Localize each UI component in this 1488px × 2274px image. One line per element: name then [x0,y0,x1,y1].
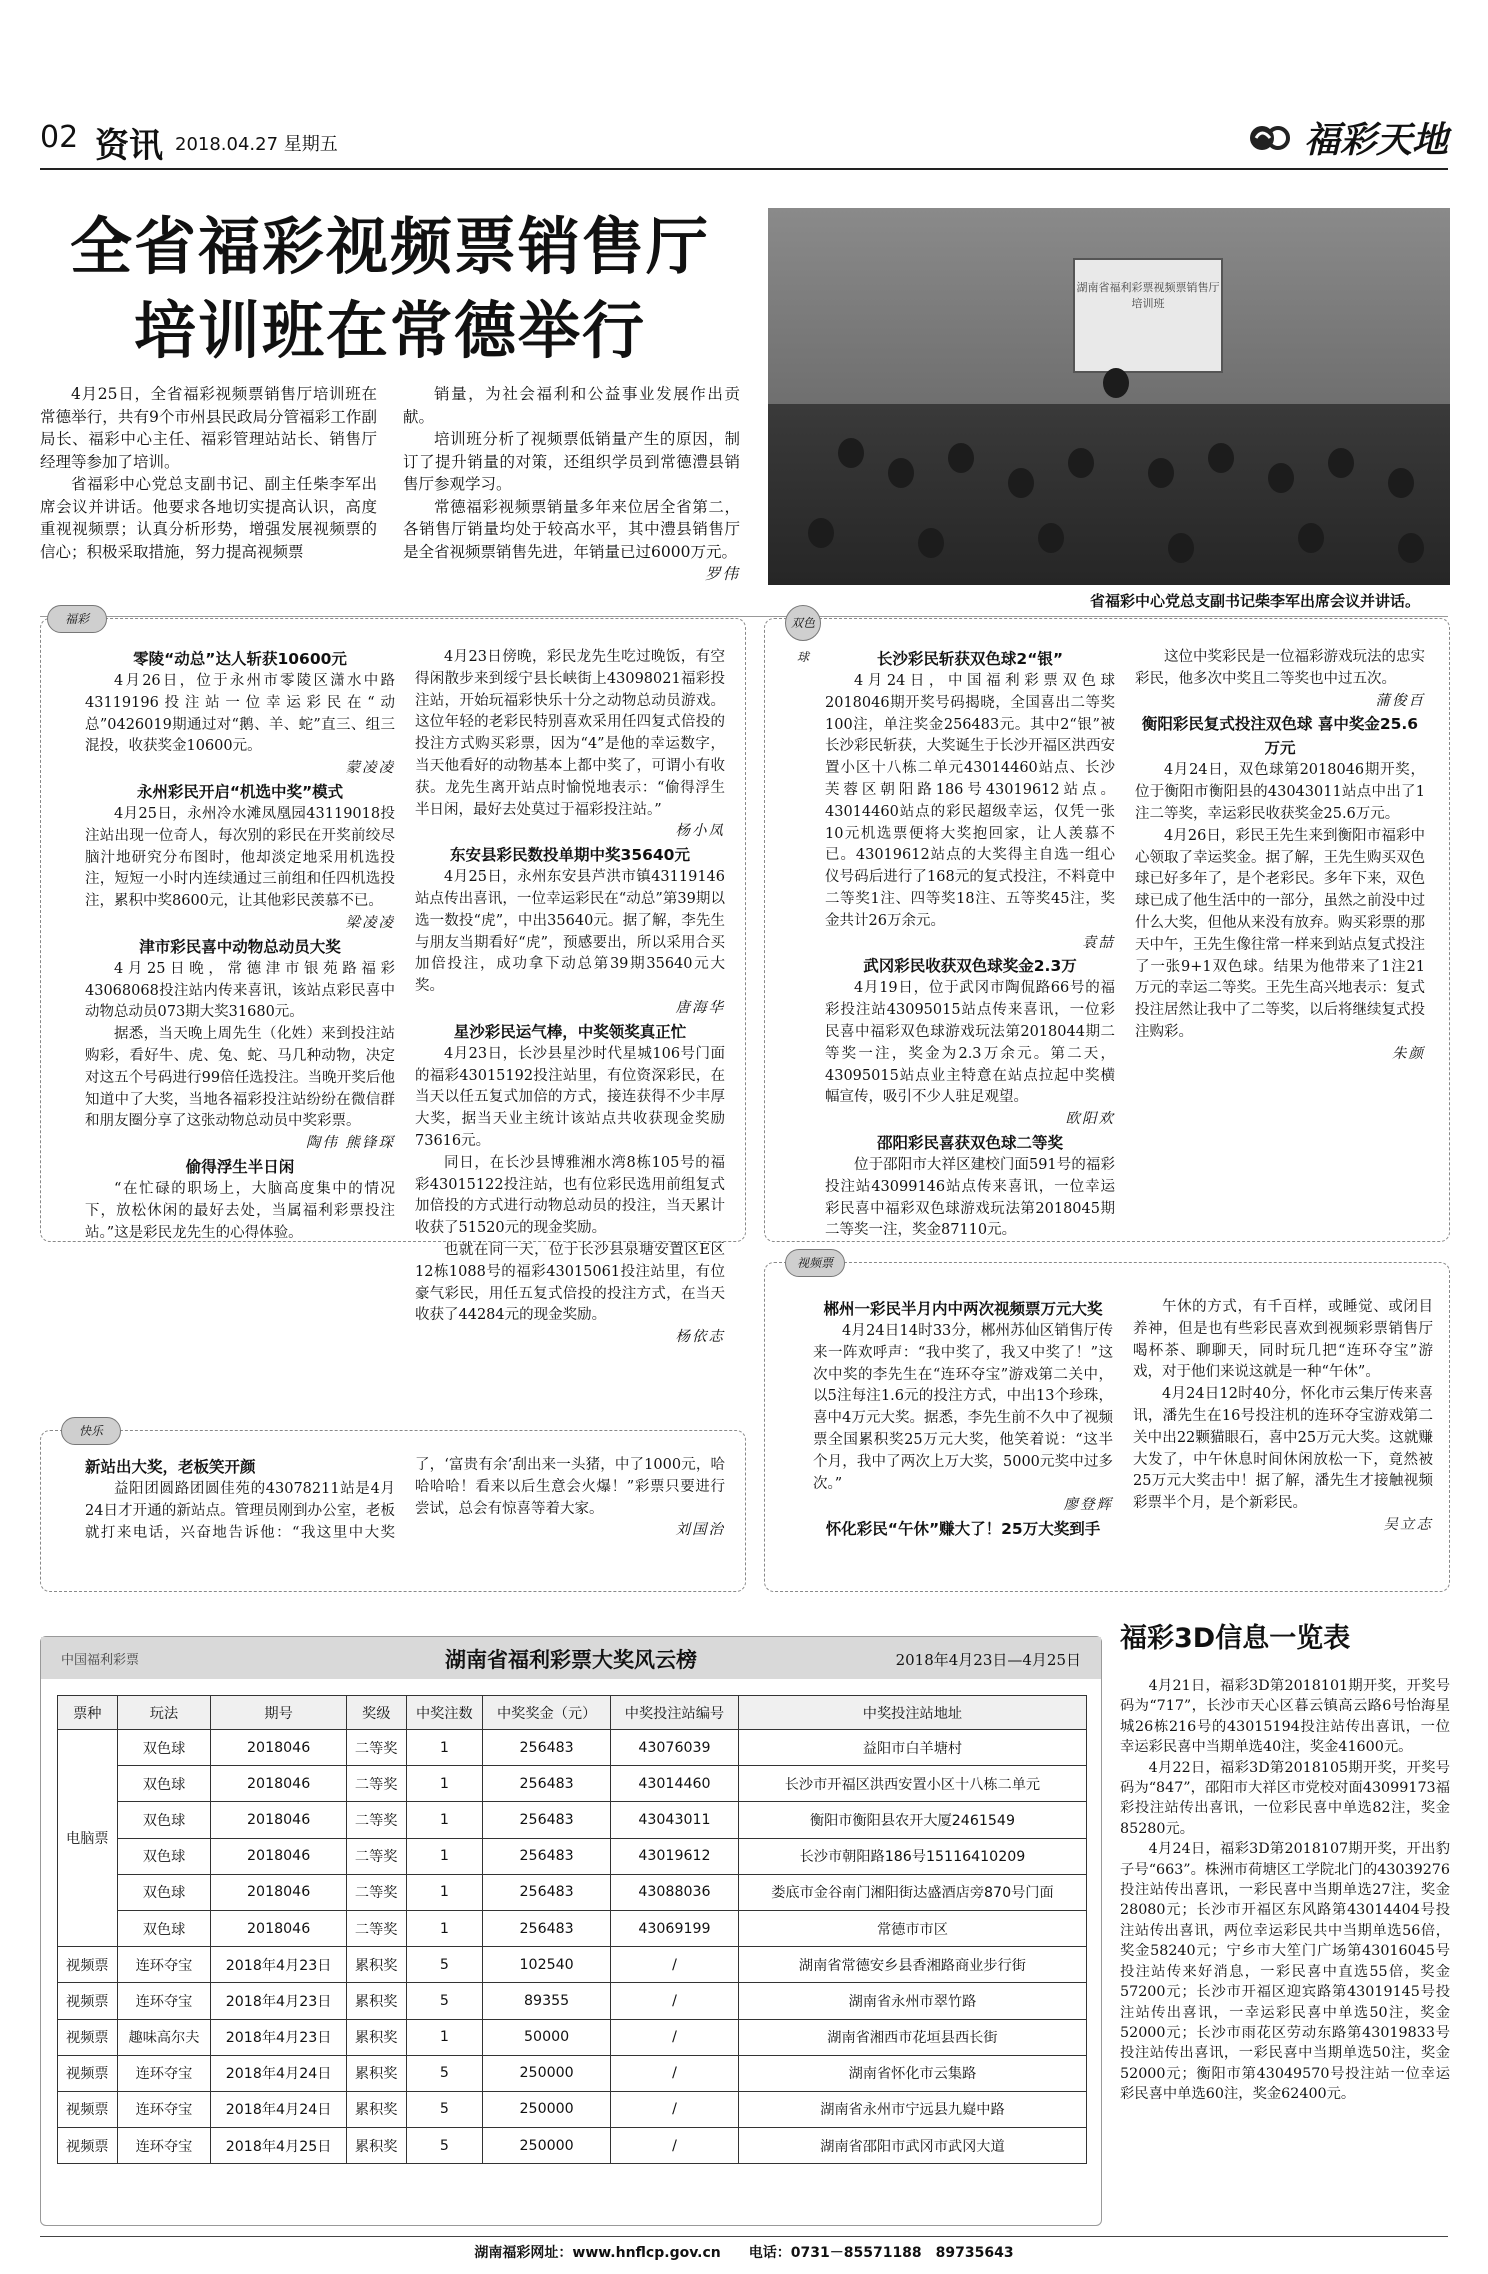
article-title: 偷得浮生半日闲 [185,1157,295,1176]
table-cell: 5 [406,2055,483,2091]
article-body: 这位中奖彩民是一位福彩游戏玩法的忠实彩民，他多次中奖且二等奖也中过五次。 [1135,649,1425,687]
headline [40,205,740,373]
table-cell: 43014460 [611,1766,739,1802]
table-cell: 湖南省湘西市花垣县西长街 [738,2019,1086,2055]
article-body: 也就在同一天，位于长沙县泉塘安置区E区12栋1088号的福彩43015061投注站里，有位豪气彩民，用任五复式倍投的投注方式，在当天收获了44284元的现金奖励。 [415,1241,725,1324]
table-cell: 连环夺宝 [117,1983,211,2019]
box3-column-1 [813,1297,1113,1541]
table-cell: 二等奖 [346,1802,406,1838]
table-cell: 湖南省常德安乡县香湘路商业步行街 [738,1947,1086,1983]
table-cell: 89355 [483,1983,611,2019]
table-cell: / [611,1983,739,2019]
table-cell: 256483 [483,1910,611,1946]
byline: 刘国治 [675,1522,725,1539]
table-cell: 累积奖 [346,2128,406,2164]
table-row [58,1730,1087,1766]
article-body: 4月24日，双色球第2018046期开奖，位于衡阳市衡阳县的43043011站点中出了1注二等奖，幸运彩民收获奖金25.6万元。 [1135,762,1425,822]
table-cell: 二等奖 [346,1766,406,1802]
column-header: 中奖奖金（元） [483,1696,611,1730]
table-cell: 2018年4月24日 [211,2055,347,2091]
issue-date: 2018.04.27 星期五 [175,134,338,155]
table-cell: 2018046 [211,1766,347,1802]
byline: 罗伟 [704,565,740,583]
footer-rule [40,2236,1448,2237]
table-cell: 2018046 [211,1802,347,1838]
table-cell: 视频票 [58,1947,118,1983]
article-body: 4月25日，永州东安县芦洪市镇43119146站点传出喜讯，一位幸运彩民在“动总”第39期以选一数投“虎”，中出35640元。据了解，李先生与朋友当期看好“虎”，预感要出，所以采用合买加倍投注，成功拿下动总第39期35640元大奖。 [415,869,725,995]
news-box-shuangseqiu [764,618,1450,1242]
table-cell: 衡阳市衡阳县农开大厦2461549 [738,1802,1086,1838]
byline: 廖登辉 [1063,1497,1113,1514]
table-cell: 双色球 [117,1802,211,1838]
table-cell: 2018年4月24日 [211,2091,347,2127]
table-cell: 累积奖 [346,1983,406,2019]
article-title: 永州彩民开启“机选中奖”模式 [136,782,344,801]
table-row [58,2128,1087,2164]
box-tag: 快乐 [61,1417,121,1445]
byline: 唐海华 [675,999,725,1016]
footer-contact: 湖南福彩网址：www.hnflcp.gov.cn 电话：0731－85571188 89735643 [474,2245,1014,2261]
lead-paragraph: 4月25日，全省福彩视频票销售厅培训班在常德举行，共有9个市州县民政局分管福彩工作副局长、福彩中心主任、福彩管理站站长、销售厅经理等参加了培训。 [40,385,377,471]
table-row [58,1874,1087,1910]
table-cell: 43069199 [611,1910,739,1946]
byline: 蒙凌凌 [345,760,395,777]
ranking-org: 中国福利彩票 [61,1653,140,1668]
column-header: 中奖投注站地址 [738,1696,1086,1730]
byline: 朱颜 [1392,1045,1425,1062]
info-paragraph: 4月24日，福彩3D第2018107期开奖，开出豹子号“663”。株洲市荷塘区工学院北门的43039276投注站传出喜讯，一彩民喜中当期单选27注，奖金28080元；长沙市开福区东风路第43014404号投注站传出喜讯，两位幸运彩民共中当期单选56倍，奖金58240元；宁乡市大笙门广场第43016045号投注站传来好消息，一彩民喜中直选55倍，奖金57200元；长沙市开福区迎宾路第43019145号投注站传出喜讯，一幸运彩民喜中单选50注，奖金52000元；长沙市雨花区劳动东路第43019833号投注站传出喜讯，一彩民喜中当期单选50注，奖金52000元；衡阳市第43049570号投注站一位幸运彩民喜中单选60注，奖金62400元。 [1120,1841,1450,2103]
table-cell: 视频票 [58,1983,118,2019]
masthead-logo [1248,112,1448,163]
lead-column-2 [403,383,740,586]
lead-paragraph: 销量，为社会福利和公益事业发展作出贡献。 [403,385,740,426]
photo-caption: 省福彩中心党总支副书记柴李军出席会议并讲话。 [1090,592,1421,610]
table-cell: 益阳市白羊塘村 [738,1730,1086,1766]
table-cell: / [611,2091,739,2127]
table-cell: 视频票 [58,2019,118,2055]
table-cell: 1 [406,1838,483,1874]
table-cell: 250000 [483,2055,611,2091]
lead-paragraph: 省福彩中心党总支副书记、副主任柴李军出席会议并讲话。他要求各地切实提高认识，高度重视视频票；认真分析形势，增强发展视频票的信心；积极采取措施，努力提高视频票 [40,475,377,561]
ranking-header [41,1637,1101,1679]
table-cell: 二等奖 [346,1910,406,1946]
table-cell: 连环夺宝 [117,1947,211,1983]
article-title: 星沙彩民运气棒，中奖领奖真正忙 [453,1022,687,1041]
article-body: 4月25日晚，常德津市银苑路福彩43068068投注站内传来喜讯，该站点彩民喜中动物总动员073期大奖31680元。 [85,960,395,1021]
byline: 欧阳欢 [1065,1111,1115,1128]
table-cell: 连环夺宝 [117,2128,211,2164]
logo-text: 福彩天地 [1303,119,1448,161]
table-row [58,1838,1087,1874]
info-3d-body [1120,1676,1450,2105]
table-cell: / [611,2019,739,2055]
table-cell: 256483 [483,1802,611,1838]
table-cell: 250000 [483,2128,611,2164]
section-divider [40,616,1448,617]
table-cell: 长沙市朝阳路186号15116410209 [738,1838,1086,1874]
table-row [58,1766,1087,1802]
article-title: 东安县彩民数投单期中奖35640元 [450,846,690,865]
lead-paragraph: 培训班分析了视频票低销量产生的原因，制订了提升销量的对策，还组织学员到常德澧县销售厅参观学习。 [403,430,740,493]
column-header: 奖级 [346,1696,406,1730]
byline: 蒲俊百 [1375,692,1425,709]
table-cell: 双色球 [117,1766,211,1802]
table-row [58,1910,1087,1946]
lead-paragraph: 常德福彩视频票销量多年来位居全省第二，各销售厅销量均处于较高水平，其中澧县销售厅是全省视频票销售先进，年销量已过6000万元。 [403,497,740,561]
table-cell: 2018年4月23日 [211,1947,347,1983]
table-cell: 二等奖 [346,1874,406,1910]
article-body: 4月26日，彩民王先生来到衡阳市福彩中心领取了幸运奖金。据了解，王先生购买双色球已好多年了，是个老彩民。多年下来，双色球已成了他生活中的一部分，虽然之前没中过什么大奖，但他从来没有放弃。购买彩票的那天中午，王先生像往常一样来到站点复式投注了一张9+1双色球。结果为他带来了1注21万元的幸运二等奖。王先生高兴地表示：复式投注居然让我中了二等奖，以后将继续复式投注购彩。 [1135,827,1425,1040]
table-body [58,1730,1087,2164]
table-cell: 1 [406,2019,483,2055]
column-header: 票种 [58,1696,118,1730]
news-box-fucai [40,612,746,1346]
table-cell: 256483 [483,1838,611,1874]
table-cell: 50000 [483,2019,611,2055]
article-title: 新站出大奖，老板笑开颜 [85,1458,256,1476]
info-paragraph: 4月21日，福彩3D第2018101期开奖，开奖号码为“717”，长沙市天心区暮云镇高云路6号怡海星城26栋216号的43015194投注站传出喜讯，一位幸运彩民喜中当期单选40注，奖金41600元。 [1120,1678,1450,1756]
table-cell: 累积奖 [346,2019,406,2055]
table-cell: 256483 [483,1874,611,1910]
header-rule [40,168,1448,170]
table-cell: 1 [406,1874,483,1910]
box4-content [85,1455,725,1544]
prize-ranking-panel [40,1636,1102,2226]
table-cell: 湖南省永州市翠竹路 [738,1983,1086,2019]
table-cell: 湖南省怀化市云集路 [738,2055,1086,2091]
headline-line-2: 培训班在常德举行 [133,294,646,367]
table-cell: 长沙市开福区洪西安置小区十八栋二单元 [738,1766,1086,1802]
article-body: 4月19日，位于武冈市陶侃路66号的福彩投注站43095015站点传来喜讯，一位彩民喜中福彩双色球游戏玩法第2018044期二等奖一注，奖金为2.3万余元。第二天，43095015站点业主特意在站点拉起中奖横幅宣传，吸引不少人驻足观望。 [825,980,1115,1106]
byline: 杨小凤 [675,823,725,840]
table-cell: 1 [406,1802,483,1838]
table-header-row [58,1696,1087,1730]
table-cell: 2018年4月23日 [211,2019,347,2055]
table-cell: 5 [406,2091,483,2127]
table-cell: 2018年4月25日 [211,2128,347,2164]
table-cell: 1 [406,1730,483,1766]
byline: 吴立志 [1383,1516,1433,1533]
table-cell: 5 [406,2128,483,2164]
table-cell: 双色球 [117,1838,211,1874]
article-body: 同日，在长沙县博雅湘水湾8栋105号的福彩43015122投注站，也有位彩民选用前组复式加倍投的方式进行动物总动员的投注，当天累计收获了51520元的现金奖励。 [415,1154,725,1237]
prize-ranking-table [57,1695,1087,2164]
article-body: 据悉，当天晚上周先生（化姓）来到投注站购彩，看好牛、虎、兔、蛇、马几种动物，决定对这五个号码进行99倍任选投注。当晚开奖后他知道中了大奖，当地各福彩投注站纷纷在微信群和朋友圈分享了这张动物总动员中奖彩票。 [85,1026,395,1130]
table-cell: 累积奖 [346,2055,406,2091]
box1-column-1 [85,647,395,1349]
column-header: 玩法 [117,1696,211,1730]
table-cell: 102540 [483,1947,611,1983]
table-cell: 视频票 [58,2091,118,2127]
article-body: 午休的方式，有千百样，或睡觉、或闭目养神，但是也有些彩民喜欢到视频彩票销售厅喝杯茶、聊聊天，同时玩几把“连环夺宝”游戏，对于他们来说这就是一种“午休”。 [1133,1299,1433,1381]
article-body: 4月25日，永州冷水滩凤凰园43119018投注站出现一位奇人，每次别的彩民在开奖前绞尽脑汁地研究分布图时，他却淡定地采用机选投注，短短一小时内连续通过三前组和任四机选投注，累积中奖8600元，让其他彩民羡慕不已。 [85,805,395,910]
table-row [58,2055,1087,2091]
article-body: 4月24日，中国福利彩票双色球2018046期开奖号码揭晓，全国喜出二等奖100注，单注奖金256483元。其中2“银”被长沙彩民斩获，大奖诞生于长沙开福区洪西安置小区十八栋二单元43014460站点、长沙芙蓉区朝阳路186号43019612站点。43014460站点的彩民超级幸运，仅凭一张10元机选票便将大奖抱回家，让人羡慕不已。43019612站点的大奖得主自选一组心仪号码后进行了168元的复式投注，不料竟中二等奖1注、四等奖18注、五等奖45注，奖金共计26万余元。 [825,673,1115,929]
byline: 袁喆 [1082,934,1115,951]
article-body: 位于邵阳市大祥区建校门面591号的福彩投注站43099146站点传来喜讯，一位幸运彩民喜中福彩双色球游戏玩法第2018045期二等奖一注，奖金87110元。 [825,1156,1115,1239]
table-cell: 2018年4月23日 [211,1983,347,2019]
table-cell: 43076039 [611,1730,739,1766]
box2-column-1 [825,647,1115,1242]
article-title: 津市彩民喜中动物总动员大奖 [139,937,341,956]
box2-column-2 [1135,647,1425,1242]
article-title: 武冈彩民收获双色球奖金2.3万 [863,957,1077,976]
ranking-title: 湖南省福利彩票大奖风云榜 [445,1648,697,1672]
article-title: 长沙彩民斩获双色球2“银” [876,650,1064,668]
table-row [58,2091,1087,2127]
table-cell: 256483 [483,1766,611,1802]
article-body: 4月23日傍晚，彩民龙先生吃过晚饭，有空得闲散步来到绥宁县长峡街上43098021福彩投注站，开始玩福彩快乐十分之动物总动员游戏。这位年轻的老彩民特别喜欢采用任四复式倍投的投注方式购买彩票，因为“4”是他的幸运数字，当天他看好的动物基本上都中奖了，可谓小有收获。龙先生离开站点时愉悦地表示：“偷得浮生半日闲，最好去处莫过于福彩投注站。” [415,649,725,818]
table-cell: 双色球 [117,1874,211,1910]
article-title: 郴州一彩民半月内中两次视频票万元大奖 [823,1300,1103,1318]
article-body: 4月26日，位于永州市零陵区潇水中路43119196投注站一位幸运彩民在“动总”0426019期通过对“鹅、羊、蛇”直三、组三混投，收获奖金10600元。 [85,673,395,755]
table-cell: 1 [406,1766,483,1802]
table-cell: 累积奖 [346,2091,406,2127]
table-cell: 娄底市金谷南门湘阳街达盛酒店旁870号门面 [738,1874,1086,1910]
article-title: 零陵“动总”达人斩获10600元 [133,650,347,668]
article-body: 4月23日，长沙县星沙时代星城106号门面的福彩43015192投注站里，有位资深彩民，在当天以任五复式加倍的方式，接连获得不少丰厚大奖，据当天业主统计该站点共收获现金奖励73616元。 [415,1045,725,1149]
box-tag: 双色球 [785,605,821,641]
box-tag: 福彩 [47,605,107,633]
ranking-date-range: 2018年4月23日—4月25日 [895,1651,1081,1669]
table-cell: 250000 [483,2091,611,2127]
table-cell: 二等奖 [346,1730,406,1766]
table-cell: 累积奖 [346,1947,406,1983]
table-cell: / [611,2055,739,2091]
table-row [58,1802,1087,1838]
info-3d-title: 福彩3D信息一览表 [1120,1623,1351,1654]
column-header: 期号 [211,1696,347,1730]
table-cell: 5 [406,1983,483,2019]
table-cell: 2018046 [211,1730,347,1766]
table-cell: 视频票 [58,2128,118,2164]
table-cell: 1 [406,1910,483,1946]
table-cell: 2018046 [211,1874,347,1910]
table-cell: 双色球 [117,1910,211,1946]
table-cell: 连环夺宝 [117,2055,211,2091]
article-body: “在忙碌的职场上，大脑高度集中的情况下，放松休闲的最好去处，当属福利彩票投注站。”这是彩民龙先生的心得体验。 [85,1180,395,1241]
lead-article [40,383,740,586]
box3-column-2 [1133,1297,1433,1541]
column-header: 中奖注数 [406,1696,483,1730]
byline: 梁凌凌 [345,914,395,931]
table-cell: 43019612 [611,1838,739,1874]
table-cell: 43043011 [611,1802,739,1838]
news-box-video-lottery [764,1256,1450,1592]
table-cell: 256483 [483,1730,611,1766]
byline: 陶伟 熊锋琛 [305,1135,395,1152]
table-cell: 湖南省永州市宁远县九嶷中路 [738,2091,1086,2127]
column-header: 中奖投注站编号 [611,1696,739,1730]
table-cell: 43088036 [611,1874,739,1910]
news-box-scratch [40,1424,746,1592]
table-row [58,1947,1087,1983]
ticket-type-cell: 电脑票 [58,1730,118,1947]
table-cell: 2018046 [211,1910,347,1946]
lottery-logo-icon [1248,120,1296,156]
table-cell: 二等奖 [346,1838,406,1874]
table-cell: 连环夺宝 [117,2091,211,2127]
table-cell: 5 [406,1947,483,1983]
table-row [58,2019,1087,2055]
box-tag: 视频票 [785,1249,845,1277]
table-cell: / [611,2128,739,2164]
projection-screen: 湖南省福利彩票视频票销售厅培训班 [1073,258,1223,373]
article-body: 益阳团圆路团圆佳苑的43078211站是4月24日才开通的新站点。管理员刚到办公室，老板就打来电话，兴奋地告诉他：“我这里中大奖了，‘富贵有余’刮出来一头猪，中了1000元，哈哈哈哈！看来以后生意会火爆！”彩票只要进行尝试，总会有惊喜等着大家。 [85,1457,725,1541]
article-title: 邵阳彩民喜获双色球二等奖 [876,1133,1063,1152]
lead-column-1 [40,383,377,586]
info-paragraph: 4月22日，福彩3D第2018105期开奖，开奖号码为“847”，邵阳市大祥区市党校对面43099173福彩投注站传出喜讯，一位彩民喜中单选82注，奖金85280元。 [1120,1759,1450,1837]
meeting-photo [768,208,1450,585]
byline: 杨依志 [675,1329,725,1346]
table-cell: 视频票 [58,2055,118,2091]
headline-line-1: 全省福彩视频票销售厅 [69,210,710,283]
table-cell: 2018046 [211,1838,347,1874]
box1-column-2 [415,647,725,1349]
table-cell: / [611,1947,739,1983]
article-title: 怀化彩民“午休”赚大了！25万大奖到手 [825,1520,1101,1539]
section-title: 资讯 [95,126,163,166]
table-cell: 双色球 [117,1730,211,1766]
article-body: 4月24日14时33分，郴州苏仙区销售厅传来一阵欢呼声：“我中奖了，我又中奖了！”这次中奖的李先生在“连环夺宝”游戏第二关中，以5注每注1.6元的投注方式，中出13个珍珠，喜中4万元大奖。据悉，李先生前不久中了视频票全国累积奖25万元大奖，他笑着说：“这半个月，我中了两次上万大奖，5000元奖中过多次。” [813,1323,1113,1492]
page-number: 02 [40,120,79,155]
article-title: 衡阳彩民复式投注双色球 喜中奖金25.6万元 [1141,715,1419,758]
table-cell: 趣味高尔夫 [117,2019,211,2055]
table-cell: 常德市市区 [738,1910,1086,1946]
table-row [58,1983,1087,2019]
article-body: 4月24日12时40分，怀化市云集厅传来喜讯，潘先生在16号投注机的连环夺宝游戏第二关中出22颗猫眼石，喜中25万元大奖。这就赚大发了，中午休息时间休闲放松一下，竟然被25万元大奖击中！据了解，潘先生才接触视频彩票半个月，是个新彩民。 [1133,1386,1433,1512]
table-cell: 湖南省邵阳市武冈市武冈大道 [738,2128,1086,2164]
